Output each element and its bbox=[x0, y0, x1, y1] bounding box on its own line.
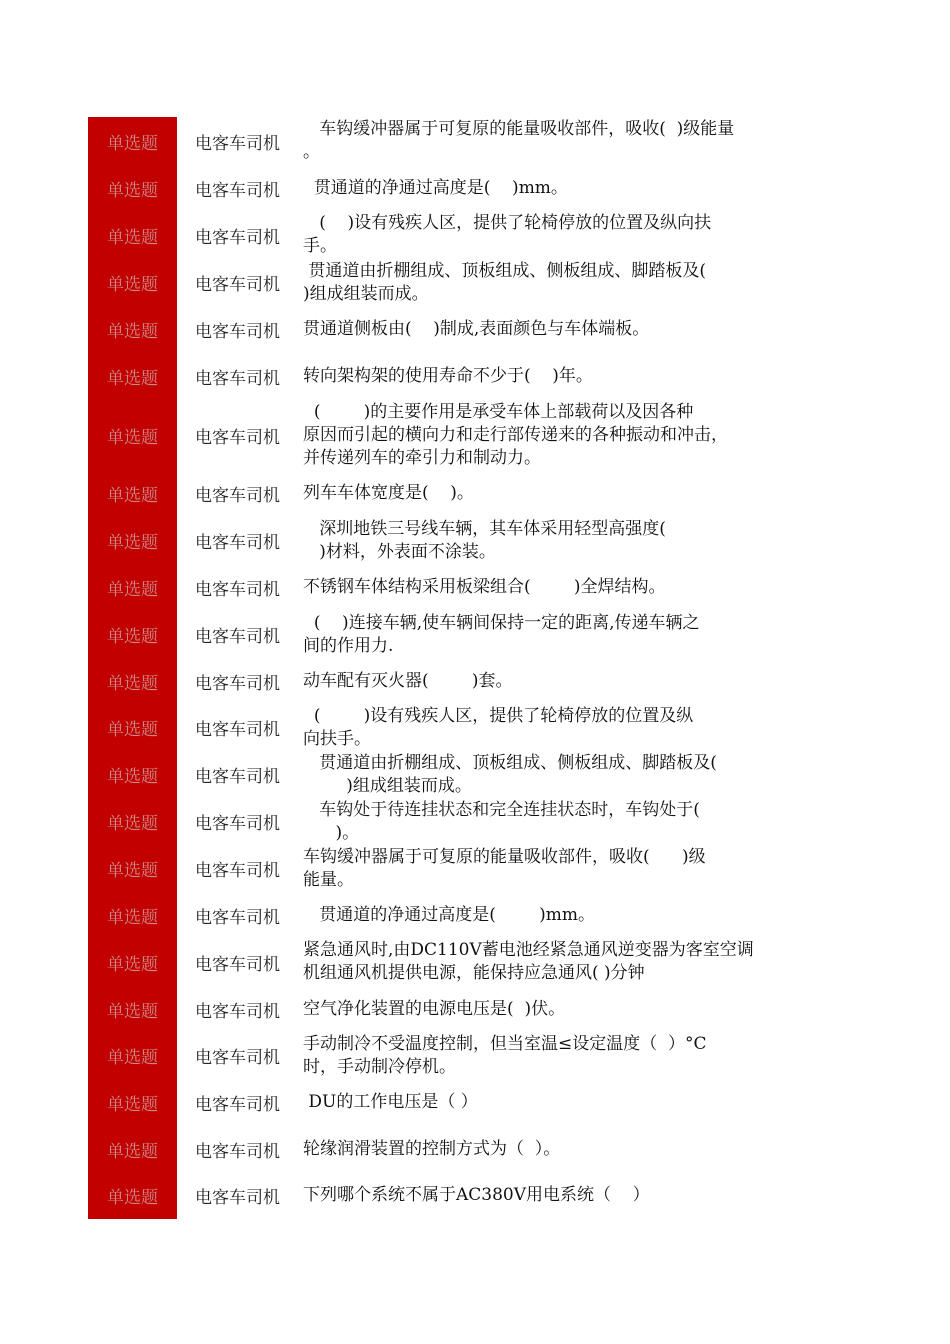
question-type-cell: 单选题 bbox=[88, 117, 177, 165]
question-text-cell: 手动制冷不受温度控制，但当室温≤设定温度（ ）°C 时，手动制冷停机。 bbox=[303, 1033, 707, 1077]
question-text-cell: 车钩缓冲器属于可复原的能量吸收部件，吸收( )级 能量。 bbox=[303, 846, 706, 890]
question-text-cell: 贯通道的净通过高度是( )mm。 bbox=[303, 904, 595, 925]
job-role-cell: 电客车司机 bbox=[195, 767, 280, 787]
question-type-cell: 单选题 bbox=[88, 798, 177, 845]
job-role-cell: 电客车司机 bbox=[195, 369, 280, 389]
question-text-cell: 轮缘润滑装置的控制方式为（ ）。 bbox=[303, 1138, 561, 1159]
question-text-cell: 车钩处于待连挂状态和完全连挂状态时，车钩处于( )。 bbox=[319, 799, 700, 843]
question-type-cell: 单选题 bbox=[88, 986, 177, 1032]
job-role-cell: 电客车司机 bbox=[195, 1001, 280, 1022]
job-role-cell: 电客车司机 bbox=[195, 533, 280, 553]
table-row bbox=[88, 470, 808, 517]
question-table bbox=[88, 117, 808, 1219]
table-row bbox=[88, 564, 808, 611]
question-type-cell: 单选题 bbox=[88, 1172, 177, 1219]
question-type-cell: 单选题 bbox=[88, 892, 177, 938]
question-type-cell: 单选题 bbox=[88, 704, 177, 751]
job-role-cell: 电客车司机 bbox=[195, 861, 280, 881]
question-type-cell: 单选题 bbox=[88, 259, 177, 306]
table-row bbox=[88, 259, 808, 306]
table-row bbox=[88, 306, 808, 353]
question-type-cell: 单选题 bbox=[88, 611, 177, 658]
question-type-cell: 单选题 bbox=[88, 165, 177, 211]
question-text-cell: 贯通道由折棚组成、顶板组成、侧板组成、脚踏板及( )组成组装而成。 bbox=[319, 752, 717, 796]
table-row bbox=[88, 517, 808, 564]
question-text-cell: 空气净化装置的电源电压是( )伏。 bbox=[303, 998, 566, 1019]
question-type-cell: 单选题 bbox=[88, 353, 177, 400]
table-row bbox=[88, 353, 808, 400]
question-text-cell: 贯通道的净通过高度是( )mm。 bbox=[303, 177, 568, 198]
table-row bbox=[88, 165, 808, 211]
job-role-cell: 电客车司机 bbox=[195, 814, 280, 834]
job-role-cell: 电客车司机 bbox=[195, 322, 280, 342]
question-text-cell: 动车配有灭火器( )套。 bbox=[303, 670, 513, 691]
question-type-cell: 单选题 bbox=[88, 845, 177, 892]
table-row bbox=[88, 845, 808, 892]
table-row bbox=[88, 986, 808, 1032]
job-role-cell: 电客车司机 bbox=[195, 1188, 280, 1208]
question-type-cell: 单选题 bbox=[88, 751, 177, 798]
table-row bbox=[88, 658, 808, 704]
table-row bbox=[88, 117, 808, 165]
question-type-cell: 单选题 bbox=[88, 470, 177, 517]
question-type-cell: 单选题 bbox=[88, 1126, 177, 1172]
table-row bbox=[88, 798, 808, 845]
job-role-cell: 电客车司机 bbox=[195, 580, 280, 600]
job-role-cell: 电客车司机 bbox=[195, 720, 280, 740]
question-text-cell: 转向架构架的使用寿命不少于( )年。 bbox=[303, 366, 593, 386]
job-role-cell: 电客车司机 bbox=[195, 673, 280, 694]
question-type-cell: 单选题 bbox=[88, 400, 177, 470]
question-type-cell: 单选题 bbox=[88, 1032, 177, 1079]
question-text-cell: ( )设有残疾人区，提供了轮椅停放的位置及纵 向扶手。 bbox=[303, 705, 694, 749]
question-type-cell: 单选题 bbox=[88, 211, 177, 259]
question-text-cell: 下列哪个系统不属于AC380V用电系统（ ） bbox=[303, 1185, 650, 1205]
job-role-cell: 电客车司机 bbox=[195, 427, 280, 448]
table-row bbox=[88, 1126, 808, 1172]
question-text-cell: 不锈钢车体结构采用板梁组合( )全焊结构。 bbox=[303, 577, 666, 597]
question-text-cell: ( )连接车辆,使车辆间保持一定的距离,传递车辆之 间的作用力. bbox=[303, 612, 700, 656]
question-type-cell: 单选题 bbox=[88, 306, 177, 353]
table-row bbox=[88, 704, 808, 751]
table-row bbox=[88, 211, 808, 259]
job-role-cell: 电客车司机 bbox=[195, 1141, 280, 1162]
job-role-cell: 电客车司机 bbox=[195, 486, 280, 506]
table-row bbox=[88, 400, 808, 470]
job-role-cell: 电客车司机 bbox=[195, 907, 280, 928]
question-text-cell: 贯通道由折棚组成、顶板组成、侧板组成、脚踏板及( )组成组装而成。 bbox=[303, 260, 707, 304]
table-row bbox=[88, 611, 808, 658]
job-role-cell: 电客车司机 bbox=[195, 275, 280, 295]
question-type-cell: 单选题 bbox=[88, 1079, 177, 1126]
table-row bbox=[88, 1032, 808, 1079]
question-text-cell: ( )的主要作用是承受车体上部载荷以及因各种 原因而引起的横向力和走行部传递来的各种振动和冲击， 并传递列车的牵引力和制动力。 bbox=[303, 401, 728, 468]
question-text-cell: DU的工作电压是（ ） bbox=[303, 1092, 478, 1112]
job-role-cell: 电客车司机 bbox=[195, 1048, 280, 1068]
question-type-cell: 单选题 bbox=[88, 938, 177, 986]
job-role-cell: 电客车司机 bbox=[195, 1095, 280, 1115]
job-role-cell: 电客车司机 bbox=[195, 954, 280, 975]
question-text-cell: 车钩缓冲器属于可复原的能量吸收部件，吸收( )级能量 。 bbox=[303, 119, 735, 162]
question-text-cell: 列车车体宽度是( )。 bbox=[303, 483, 474, 503]
job-role-cell: 电客车司机 bbox=[195, 133, 280, 154]
question-text-cell: 紧急通风时,由DC110V蓄电池经紧急通风逆变器为客室空调 机组通风机提供电源，能保持应急通风( )分钟 bbox=[303, 940, 754, 983]
question-type-cell: 单选题 bbox=[88, 658, 177, 704]
table-row bbox=[88, 1172, 808, 1219]
table-row bbox=[88, 751, 808, 798]
question-text-cell: 深圳地铁三号线车辆，其车体采用轻型高强度( )材料，外表面不涂装。 bbox=[319, 518, 666, 562]
question-text-cell: ( )设有残疾人区，提供了轮椅停放的位置及纵向扶 手。 bbox=[303, 213, 712, 256]
job-role-cell: 电客车司机 bbox=[195, 180, 280, 201]
job-role-cell: 电客车司机 bbox=[195, 627, 280, 647]
question-type-cell: 单选题 bbox=[88, 564, 177, 611]
table-row bbox=[88, 892, 808, 938]
question-type-cell: 单选题 bbox=[88, 517, 177, 564]
question-text-cell: 贯通道侧板由( )制成,表面颜色与车体端板。 bbox=[303, 319, 650, 339]
table-row bbox=[88, 938, 808, 986]
job-role-cell: 电客车司机 bbox=[195, 227, 280, 248]
table-row bbox=[88, 1079, 808, 1126]
